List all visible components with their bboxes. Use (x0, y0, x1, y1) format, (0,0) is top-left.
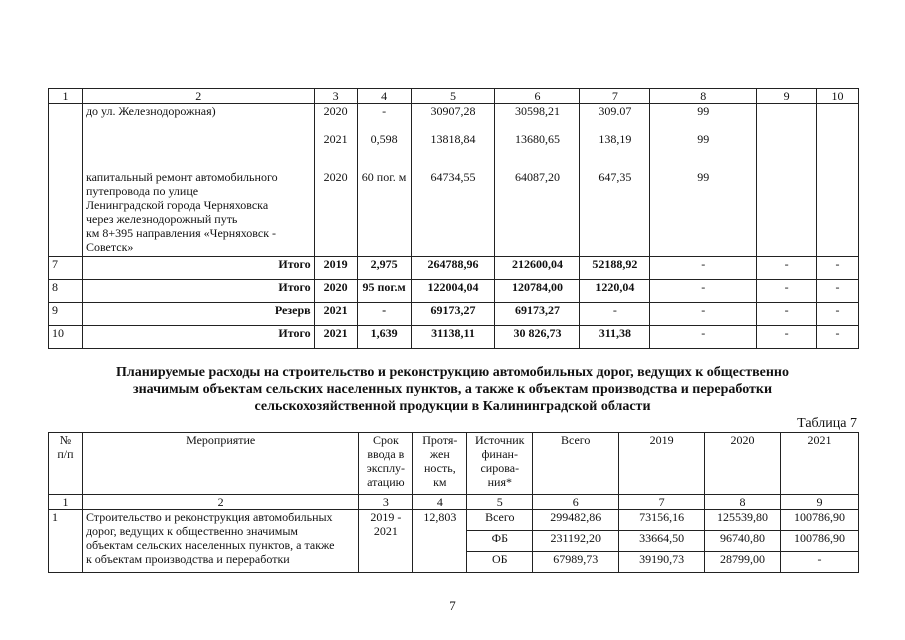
event-line: путепровода по улице (85, 183, 199, 198)
col10-value: - (817, 256, 859, 279)
col-num-9: 9 (757, 89, 817, 104)
col-num-1: 1 (49, 495, 83, 510)
length-value: 0,598 (370, 132, 398, 146)
row-label: Резерв (82, 302, 314, 325)
expenses-table (48, 432, 859, 573)
column-number-row (49, 89, 859, 104)
col-num-4: 4 (357, 89, 411, 104)
header-2019: 2019 (619, 433, 705, 495)
col8-value: 99 (697, 132, 710, 146)
col7-value: 138,19 (598, 132, 632, 146)
length-value: 60 пог. м (357, 170, 411, 257)
event-line: дорог, ведущих к общественно значимым (85, 524, 299, 538)
y2019-value: 39190,73 (619, 552, 705, 573)
row-number: 9 (49, 302, 83, 325)
column-number-row (49, 495, 859, 510)
header-text: жен (429, 447, 450, 461)
header-text: Источник (475, 433, 525, 447)
col-num-2: 2 (82, 495, 358, 510)
length-cell (357, 104, 411, 170)
col5-cell (411, 104, 495, 170)
col10-cell (817, 170, 859, 257)
event-line: Ленинградской города Черняховска (85, 197, 269, 212)
row-number-cell (49, 104, 83, 170)
col-num-6: 6 (495, 89, 580, 104)
col9-cell (757, 104, 817, 170)
col9-cell (757, 170, 817, 257)
col-num-1: 1 (49, 89, 83, 104)
y2020-value: 125539,80 (705, 510, 781, 531)
col6-value: 30598,21 (514, 104, 560, 118)
header-event: Мероприятие (82, 433, 358, 495)
total-value: 231192,20 (533, 531, 619, 552)
header-text: финан- (481, 447, 518, 461)
col6-value: 120784,00 (495, 279, 580, 302)
table-row (49, 104, 859, 170)
col7-value: 52188,92 (580, 256, 650, 279)
page-number: 7 (449, 598, 456, 613)
year-value: 2019 (314, 256, 357, 279)
event-name: до ул. Железнодорожная) (82, 104, 314, 170)
col5-value: 64734,55 (411, 170, 495, 257)
col-num-2: 2 (82, 89, 314, 104)
header-source (467, 433, 533, 495)
header-text: Протя- (422, 433, 458, 447)
col5-value: 30907,28 (430, 104, 476, 118)
length-value: 95 пог.м (357, 279, 411, 302)
term-value: 2021 (373, 524, 398, 538)
header-2020: 2020 (705, 433, 781, 495)
event-name (82, 170, 314, 257)
col-num-6: 6 (533, 495, 619, 510)
row-number: 1 (49, 510, 83, 573)
year-cell (314, 104, 357, 170)
event-line: объектам сельских населенных пунктов, а также (85, 538, 335, 552)
header-text: ния* (487, 475, 512, 489)
source-value: ОБ (467, 552, 533, 573)
header-length (413, 433, 467, 495)
col8-value: 99 (650, 170, 757, 257)
header-row (49, 433, 859, 495)
header-text: № (59, 433, 72, 447)
row-number: 8 (49, 279, 83, 302)
col9-value: - (757, 325, 817, 348)
section-title-line: значимым объектам сельских населенных пунктов, а также к объектам производства и переработки (132, 382, 773, 397)
section-title (60, 364, 845, 415)
length-value: 12,803 (413, 510, 467, 573)
total-value: 299482,86 (533, 510, 619, 531)
col-num-7: 7 (580, 89, 650, 104)
table-row (49, 325, 859, 348)
col9-value: - (757, 302, 817, 325)
length-value: - (382, 104, 387, 118)
col10-cell (817, 104, 859, 170)
y2021-value: 100786,90 (781, 510, 859, 531)
year-value: 2020 (323, 104, 348, 118)
event-line: к объектам производства и переработки (85, 552, 290, 566)
row-number-cell (49, 170, 83, 257)
col-num-8: 8 (705, 495, 781, 510)
year-value: 2021 (323, 132, 348, 146)
header-term (359, 433, 413, 495)
col9-value: - (757, 256, 817, 279)
continuation-table (48, 88, 859, 349)
col6-cell (495, 104, 580, 170)
year-value: 2021 (314, 325, 357, 348)
length-value: 1,639 (357, 325, 411, 348)
col5-value: 69173,27 (411, 302, 495, 325)
y2019-value: 33664,50 (619, 531, 705, 552)
header-text: эксплу- (366, 461, 406, 475)
col6-value: 64087,20 (495, 170, 580, 257)
col5-value: 13818,84 (430, 132, 476, 146)
section-title-line: сельскохозяйственной продукции в Калининградской области (254, 399, 651, 414)
length-value: 2,975 (357, 256, 411, 279)
row-number: 7 (49, 256, 83, 279)
row-number: 10 (49, 325, 83, 348)
source-value: Всего (467, 510, 533, 531)
y2020-value: 96740,80 (705, 531, 781, 552)
col-num-8: 8 (650, 89, 757, 104)
col-num-4: 4 (413, 495, 467, 510)
col7-cell (580, 104, 650, 170)
col7-value: 309.07 (598, 104, 632, 118)
col6-value: 13680,65 (514, 132, 560, 146)
event-name (82, 510, 358, 573)
table-row (49, 256, 859, 279)
y2020-value: 28799,00 (705, 552, 781, 573)
col-num-3: 3 (359, 495, 413, 510)
header-text: п/п (57, 447, 74, 461)
col7-value: 1220,04 (580, 279, 650, 302)
table-row (49, 170, 859, 257)
col-num-7: 7 (619, 495, 705, 510)
y2021-value: - (781, 552, 859, 573)
col10-value: - (817, 325, 859, 348)
header-text: ность, (423, 461, 456, 475)
length-value: - (357, 302, 411, 325)
header-text: Срок (372, 433, 399, 447)
event-line: Советск» (85, 239, 134, 254)
event-line: км 8+395 направления «Черняховск - (85, 225, 277, 240)
table-row (49, 279, 859, 302)
col-num-9: 9 (781, 495, 859, 510)
col8-value: - (650, 279, 757, 302)
col5-value: 31138,11 (411, 325, 495, 348)
total-value: 67989,73 (533, 552, 619, 573)
header-2021: 2021 (781, 433, 859, 495)
col10-value: - (817, 279, 859, 302)
col8-value: - (650, 325, 757, 348)
year-value: 2021 (314, 302, 357, 325)
row-label: Итого (82, 279, 314, 302)
col7-value: 647,35 (580, 170, 650, 257)
header-text: сирова- (480, 461, 520, 475)
col6-value: 212600,04 (495, 256, 580, 279)
term-value: 2019 - (370, 510, 402, 524)
col-num-3: 3 (314, 89, 357, 104)
col6-value: 30 826,73 (495, 325, 580, 348)
event-line: Строительство и реконструкция автомобильных (85, 510, 333, 524)
table-row (49, 302, 859, 325)
col-num-5: 5 (467, 495, 533, 510)
table-row (49, 510, 859, 531)
year-value: 2020 (314, 279, 357, 302)
event-line: капитальный ремонт автомобильного (85, 169, 278, 184)
y2021-value: 100786,90 (781, 531, 859, 552)
source-value: ФБ (467, 531, 533, 552)
col5-value: 122004,04 (411, 279, 495, 302)
header-text: ввода в (367, 447, 405, 461)
header-number (49, 433, 83, 495)
header-text: атацию (367, 475, 405, 489)
col7-value: - (580, 302, 650, 325)
table-label: Таблица 7 (797, 416, 857, 431)
header-text: км (433, 475, 447, 489)
col10-value: - (817, 302, 859, 325)
col5-value: 264788,96 (411, 256, 495, 279)
col7-value: 311,38 (580, 325, 650, 348)
col8-value: 99 (697, 104, 710, 118)
col8-value: - (650, 302, 757, 325)
year-value: 2020 (314, 170, 357, 257)
row-label: Итого (82, 325, 314, 348)
y2019-value: 73156,16 (619, 510, 705, 531)
col8-cell (650, 104, 757, 170)
col6-value: 69173,27 (495, 302, 580, 325)
row-label: Итого (82, 256, 314, 279)
section-title-line: Планируемые расходы на строительство и реконструкцию автомобильных дорог, ведущих к общественно (116, 365, 789, 380)
header-total: Всего (533, 433, 619, 495)
term-cell (359, 510, 413, 573)
col8-value: - (650, 256, 757, 279)
col-num-5: 5 (411, 89, 495, 104)
event-line: через железнодорожный путь (85, 211, 238, 226)
col-num-10: 10 (817, 89, 859, 104)
col9-value: - (757, 279, 817, 302)
